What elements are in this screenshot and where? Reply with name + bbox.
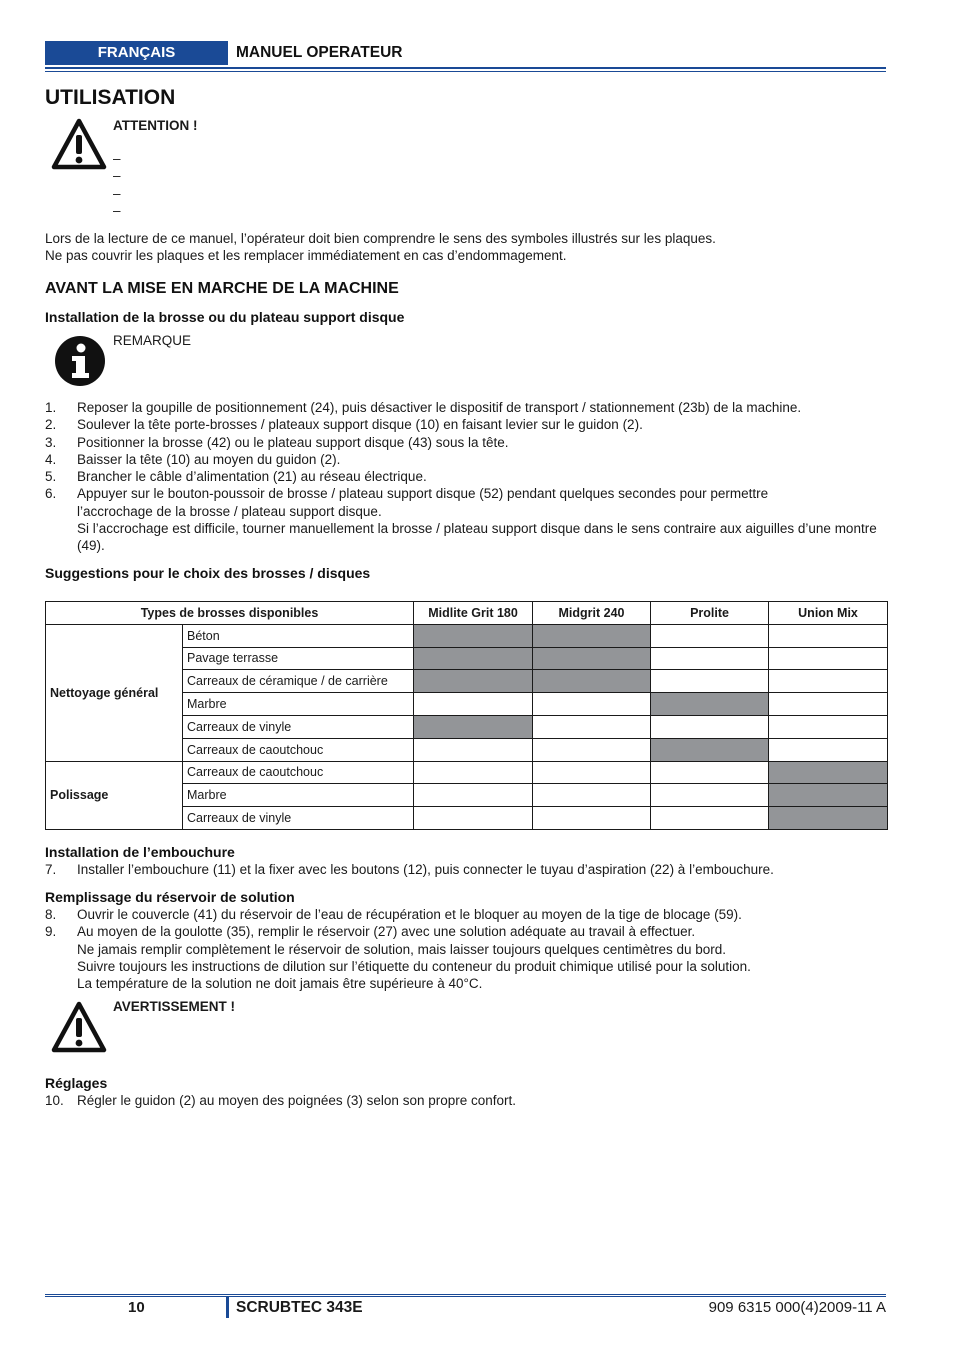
table-cell bbox=[533, 761, 651, 784]
table-cell bbox=[414, 738, 533, 761]
intro-paragraph bbox=[45, 230, 887, 265]
recommended-cell bbox=[414, 670, 533, 693]
table-cell bbox=[651, 647, 769, 670]
group-label: Nettoyage général bbox=[46, 624, 183, 761]
surface-label: Carreaux de caoutchouc bbox=[183, 761, 414, 784]
table-cell bbox=[533, 693, 651, 716]
language-tab: FRANÇAIS bbox=[45, 41, 228, 65]
list-item: 5. Brancher le câble d’alimentation (21) au réseau électrique. bbox=[45, 469, 427, 485]
recommended-cell bbox=[414, 715, 533, 738]
recommended-cell bbox=[414, 647, 533, 670]
document-reference: 909 6315 000(4)2009-11 A bbox=[708, 1299, 886, 1316]
model-name: SCRUBTEC 343E bbox=[236, 1299, 363, 1316]
column-header: Prolite bbox=[651, 602, 769, 625]
nozzle-title: Installation de l’embouchure bbox=[45, 844, 235, 860]
footer-rule-thin bbox=[45, 1296, 886, 1297]
list-item: 1. Reposer la goupille de positionnement (24), puis désactiver le dispositif de transport / stationnement (23b) de la machine. bbox=[45, 400, 802, 415]
settings-title: Réglages bbox=[45, 1075, 108, 1091]
list-item: 7. Installer l’embouchure (11) et la fixer avec les boutons (12), puis connecter le tuyau d’aspiration (22) à l’embouchure. bbox=[45, 862, 774, 877]
surface-label: Béton bbox=[183, 624, 414, 647]
table-cell bbox=[769, 624, 888, 647]
column-header: Types de brosses disponibles bbox=[46, 602, 414, 625]
table-cell bbox=[414, 693, 533, 716]
list-item: 10. Régler le guidon (2) au moyen des poignées (3) selon son propre confort. bbox=[45, 1093, 517, 1108]
suggestions-title: Suggestions pour le choix des brosses / disques bbox=[45, 565, 371, 581]
recommended-cell bbox=[414, 624, 533, 647]
before-start-title: AVANT LA MISE EN MARCHE DE LA MACHINE bbox=[45, 280, 399, 297]
table-cell bbox=[533, 738, 651, 761]
attention-label: ATTENTION ! bbox=[113, 118, 198, 133]
column-header: Midgrit 240 bbox=[533, 602, 651, 625]
table-cell bbox=[651, 807, 769, 830]
header-rule bbox=[45, 67, 886, 69]
table-header-row bbox=[46, 602, 888, 625]
table-cell bbox=[651, 715, 769, 738]
table-cell bbox=[414, 784, 533, 807]
header-rule-thin bbox=[45, 71, 886, 72]
table-cell bbox=[533, 784, 651, 807]
table-cell bbox=[414, 807, 533, 830]
recommended-cell bbox=[769, 784, 888, 807]
table-cell bbox=[769, 738, 888, 761]
group-label: Polissage bbox=[46, 761, 183, 829]
surface-label: Marbre bbox=[183, 693, 414, 716]
table-row bbox=[46, 761, 888, 784]
table-cell bbox=[414, 761, 533, 784]
intro-line: Ne pas couvrir les plaques et les remplacer immédiatement en cas d’endommagement. bbox=[45, 248, 567, 264]
info-icon bbox=[54, 335, 106, 387]
note-label: REMARQUE bbox=[113, 333, 192, 348]
recommended-cell bbox=[533, 624, 651, 647]
warning-triangle-icon bbox=[51, 1000, 107, 1054]
dash-item: – bbox=[113, 168, 121, 184]
list-item: 2. Soulever la tête porte-brosses / plateaux support disque (10) en faisant levier sur le guidon (2). bbox=[45, 417, 643, 433]
recommended-cell bbox=[769, 807, 888, 830]
section-title: UTILISATION bbox=[45, 86, 176, 109]
list-item: 6. Appuyer sur le bouton-poussoir de brosse / plateau support disque (52) pendant quelques secondes pour permettre l’accrochage de la brosse / plateau support disque. Si l’accrochage est difficile, tourner manuellement la brosse / plateau support disque dans le sens contraire aux aiguilles d’une montre (49). bbox=[45, 486, 877, 554]
table-cell bbox=[769, 670, 888, 693]
surface-label: Marbre bbox=[183, 784, 414, 807]
column-header: Midlite Grit 180 bbox=[414, 602, 533, 625]
surface-label: Pavage terrasse bbox=[183, 647, 414, 670]
footer-rule bbox=[45, 1294, 886, 1295]
footer-separator bbox=[226, 1297, 229, 1318]
table-cell bbox=[651, 670, 769, 693]
list-item: 8. Ouvrir le couvercle (41) du réservoir de l’eau de récupération et le bloquer au moyen de la tige de blocage (59). bbox=[45, 907, 742, 922]
list-item: 9. Au moyen de la goulotte (35), remplir le réservoir (27) avec une solution adéquate au travail à effectuer. Ne jamais remplir complètement le réservoir de solution, mais laisser toujours quelques centimètres du bord. Suivre toujours les instructions de dilution sur l’étiquette du conteneur du produit chimique utilisé pour la solution. La température de la solution ne doit jamais être supérieure à 40°C. bbox=[45, 924, 751, 992]
recommended-cell bbox=[533, 647, 651, 670]
surface-label: Carreaux de caoutchouc bbox=[183, 738, 414, 761]
table-cell bbox=[769, 647, 888, 670]
surface-label: Carreaux de vinyle bbox=[183, 807, 414, 830]
table-cell bbox=[533, 807, 651, 830]
brush-selection-table bbox=[45, 601, 888, 830]
solution-title: Remplissage du réservoir de solution bbox=[45, 889, 295, 905]
dash-item: – bbox=[113, 151, 121, 166]
warning-triangle-icon bbox=[51, 117, 107, 171]
list-item: 4. Baisser la tête (10) au moyen du guidon (2). bbox=[45, 451, 341, 467]
install-steps bbox=[0, 399, 954, 555]
table-cell bbox=[533, 715, 651, 738]
attention-dash-list bbox=[113, 150, 121, 219]
recommended-cell bbox=[651, 738, 769, 761]
column-header: Union Mix bbox=[769, 602, 888, 625]
table-cell bbox=[769, 715, 888, 738]
table-cell bbox=[769, 693, 888, 716]
brush-install-title: Installation de la brosse ou du plateau support disque bbox=[45, 309, 405, 325]
surface-label: Carreaux de vinyle bbox=[183, 715, 414, 738]
recommended-cell bbox=[533, 670, 651, 693]
table-cell bbox=[651, 761, 769, 784]
recommended-cell bbox=[769, 761, 888, 784]
dash-item: – bbox=[113, 185, 121, 201]
page-number: 10 bbox=[128, 1299, 145, 1316]
intro-line: Lors de la lecture de ce manuel, l’opérateur doit bien comprendre le sens des symboles illustrés sur les plaques. bbox=[45, 231, 716, 246]
dash-item: – bbox=[113, 202, 121, 218]
list-item: 3. Positionner la brosse (42) ou le plateau support disque (43) sous la tête. bbox=[45, 434, 509, 450]
table-row bbox=[46, 624, 888, 647]
warning-label: AVERTISSEMENT ! bbox=[113, 999, 236, 1014]
solution-steps bbox=[0, 906, 954, 992]
table-cell bbox=[651, 624, 769, 647]
surface-label: Carreaux de céramique / de carrière bbox=[183, 670, 414, 693]
table-cell bbox=[651, 784, 769, 807]
recommended-cell bbox=[651, 693, 769, 716]
manual-title: MANUEL OPERATEUR bbox=[236, 44, 403, 61]
